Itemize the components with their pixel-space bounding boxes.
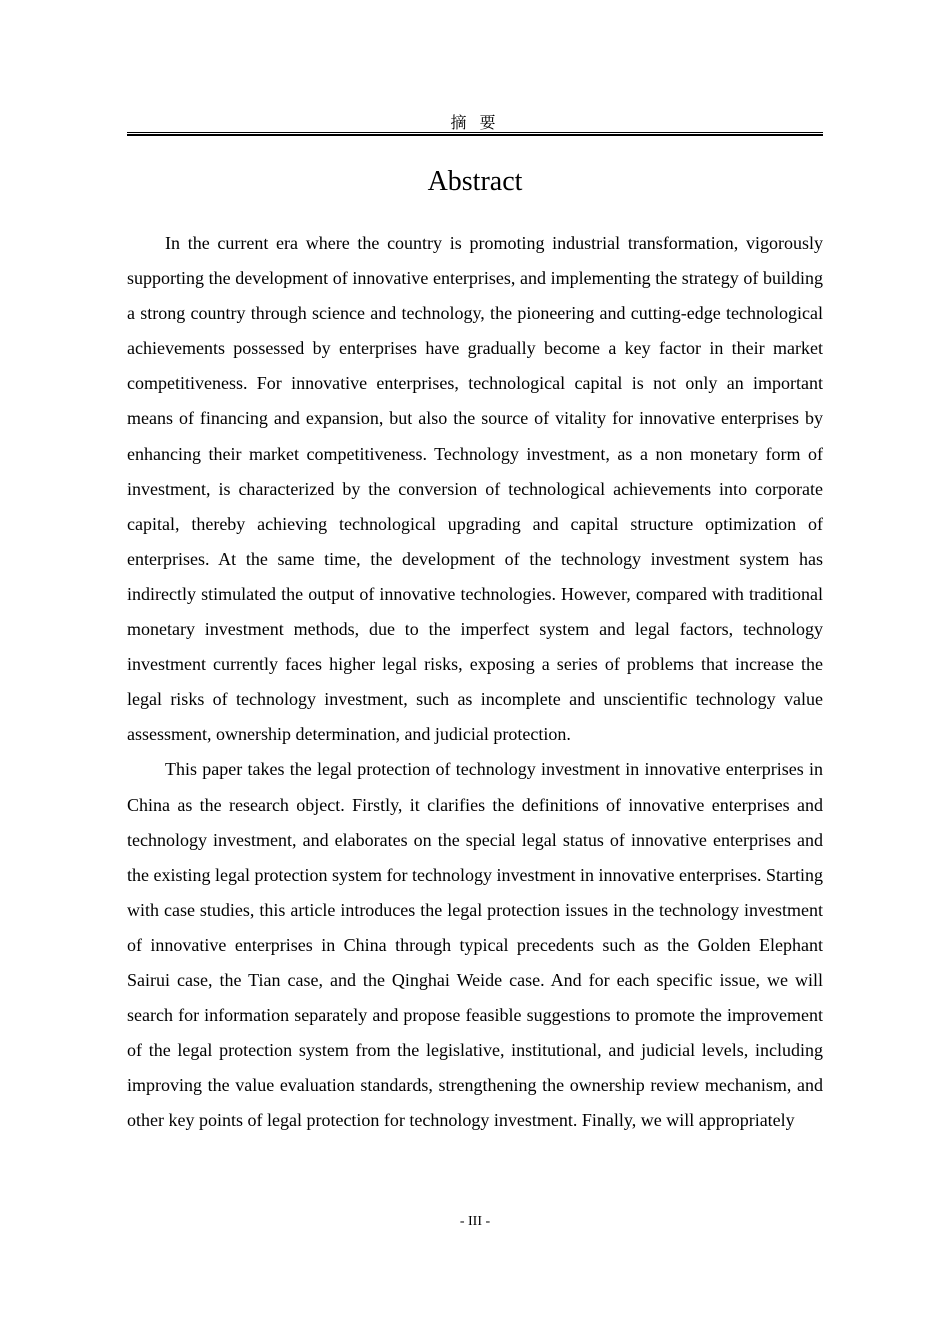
- abstract-paragraph-1: In the current era where the country is promoting industrial transformation, vigorously supporting the development of innovative enterprises, and implementing the strategy of building a strong country through science and technology, the pioneering and cutting-edge technological achievements possessed by enterprises have gradually become a key factor in their market competitiveness. For innovative enterprises, technological capital is not only an important means of financing and expansion, but also the source of vitality for innovative enterprises by enhancing their market competitiveness. Technology investment, as a non monetary form of investment, is characterized by the conversion of technological achievements into corporate capital, thereby achieving technological upgrading and capital structure optimization of enterprises. At the same time, the development of the technology investment system has indirectly stimulated the output of innovative technologies. However, compared with traditional monetary investment methods, due to the imperfect system and legal factors, technology investment currently faces higher legal risks, exposing a series of problems that increase the legal risks of technology investment, such as incomplete and unscientific technology value assessment, ownership determination, and judicial protection.: [127, 233, 823, 745]
- running-header: 摘 要: [450, 113, 500, 132]
- page-number: - III -: [459, 1214, 491, 1229]
- page-title: Abstract: [427, 166, 523, 197]
- abstract-body: [127, 226, 823, 1138]
- abstract-paragraph-2: This paper takes the legal protection of technology investment in innovative enterprises in China as the research object. Firstly, it clarifies the definitions of innovative enterprises and technology investment, and elaborates on the special legal status of innovative enterprises and the existing legal protection system for technology investment in innovative enterprises. Starting with case studies, this article introduces the legal protection issues in the technology investment of innovative enterprises in China through typical precedents such as the Golden Elephant Sairui case, the Tian case, and the Qinghai Weide case. And for each specific issue, we will search for information separately and propose feasible suggestions to promote the improvement of the legal protection system from the legislative, institutional, and judicial levels, including improving the value evaluation standards, strengthening the ownership review mechanism, and other key points of legal protection for technology investment. Finally, we will appropriately: [127, 759, 823, 1131]
- header-rule: [127, 132, 823, 136]
